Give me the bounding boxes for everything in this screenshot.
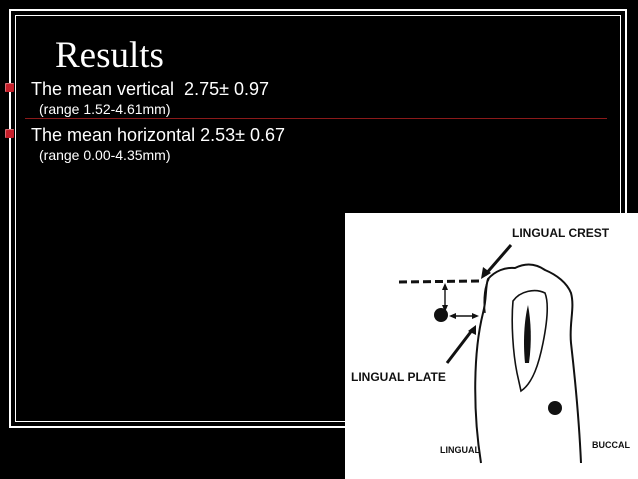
lingual-label: LINGUAL — [440, 445, 480, 455]
bullet-icon — [5, 129, 14, 138]
buccal-dot — [548, 401, 562, 415]
lingual-bone-dot — [434, 308, 448, 322]
bullet-1-subtext: (range 1.52-4.61mm) — [39, 101, 171, 117]
lingual-plate-label: LINGUAL PLATE — [351, 370, 446, 384]
bullet-icon — [5, 83, 14, 92]
divider-line — [25, 118, 607, 119]
slide-title: Results — [55, 35, 164, 76]
bullet-2-subtext: (range 0.00-4.35mm) — [39, 147, 171, 163]
tooth-diagram — [345, 213, 638, 479]
buccal-label: BUCCAL — [592, 440, 630, 450]
lingual-crest-label: LINGUAL CREST — [512, 226, 610, 240]
bullet-1-text: The mean vertical 2.75± 0.97 — [31, 79, 270, 99]
bullet-2-text: The mean horizontal 2.53± 0.67 — [31, 125, 286, 145]
